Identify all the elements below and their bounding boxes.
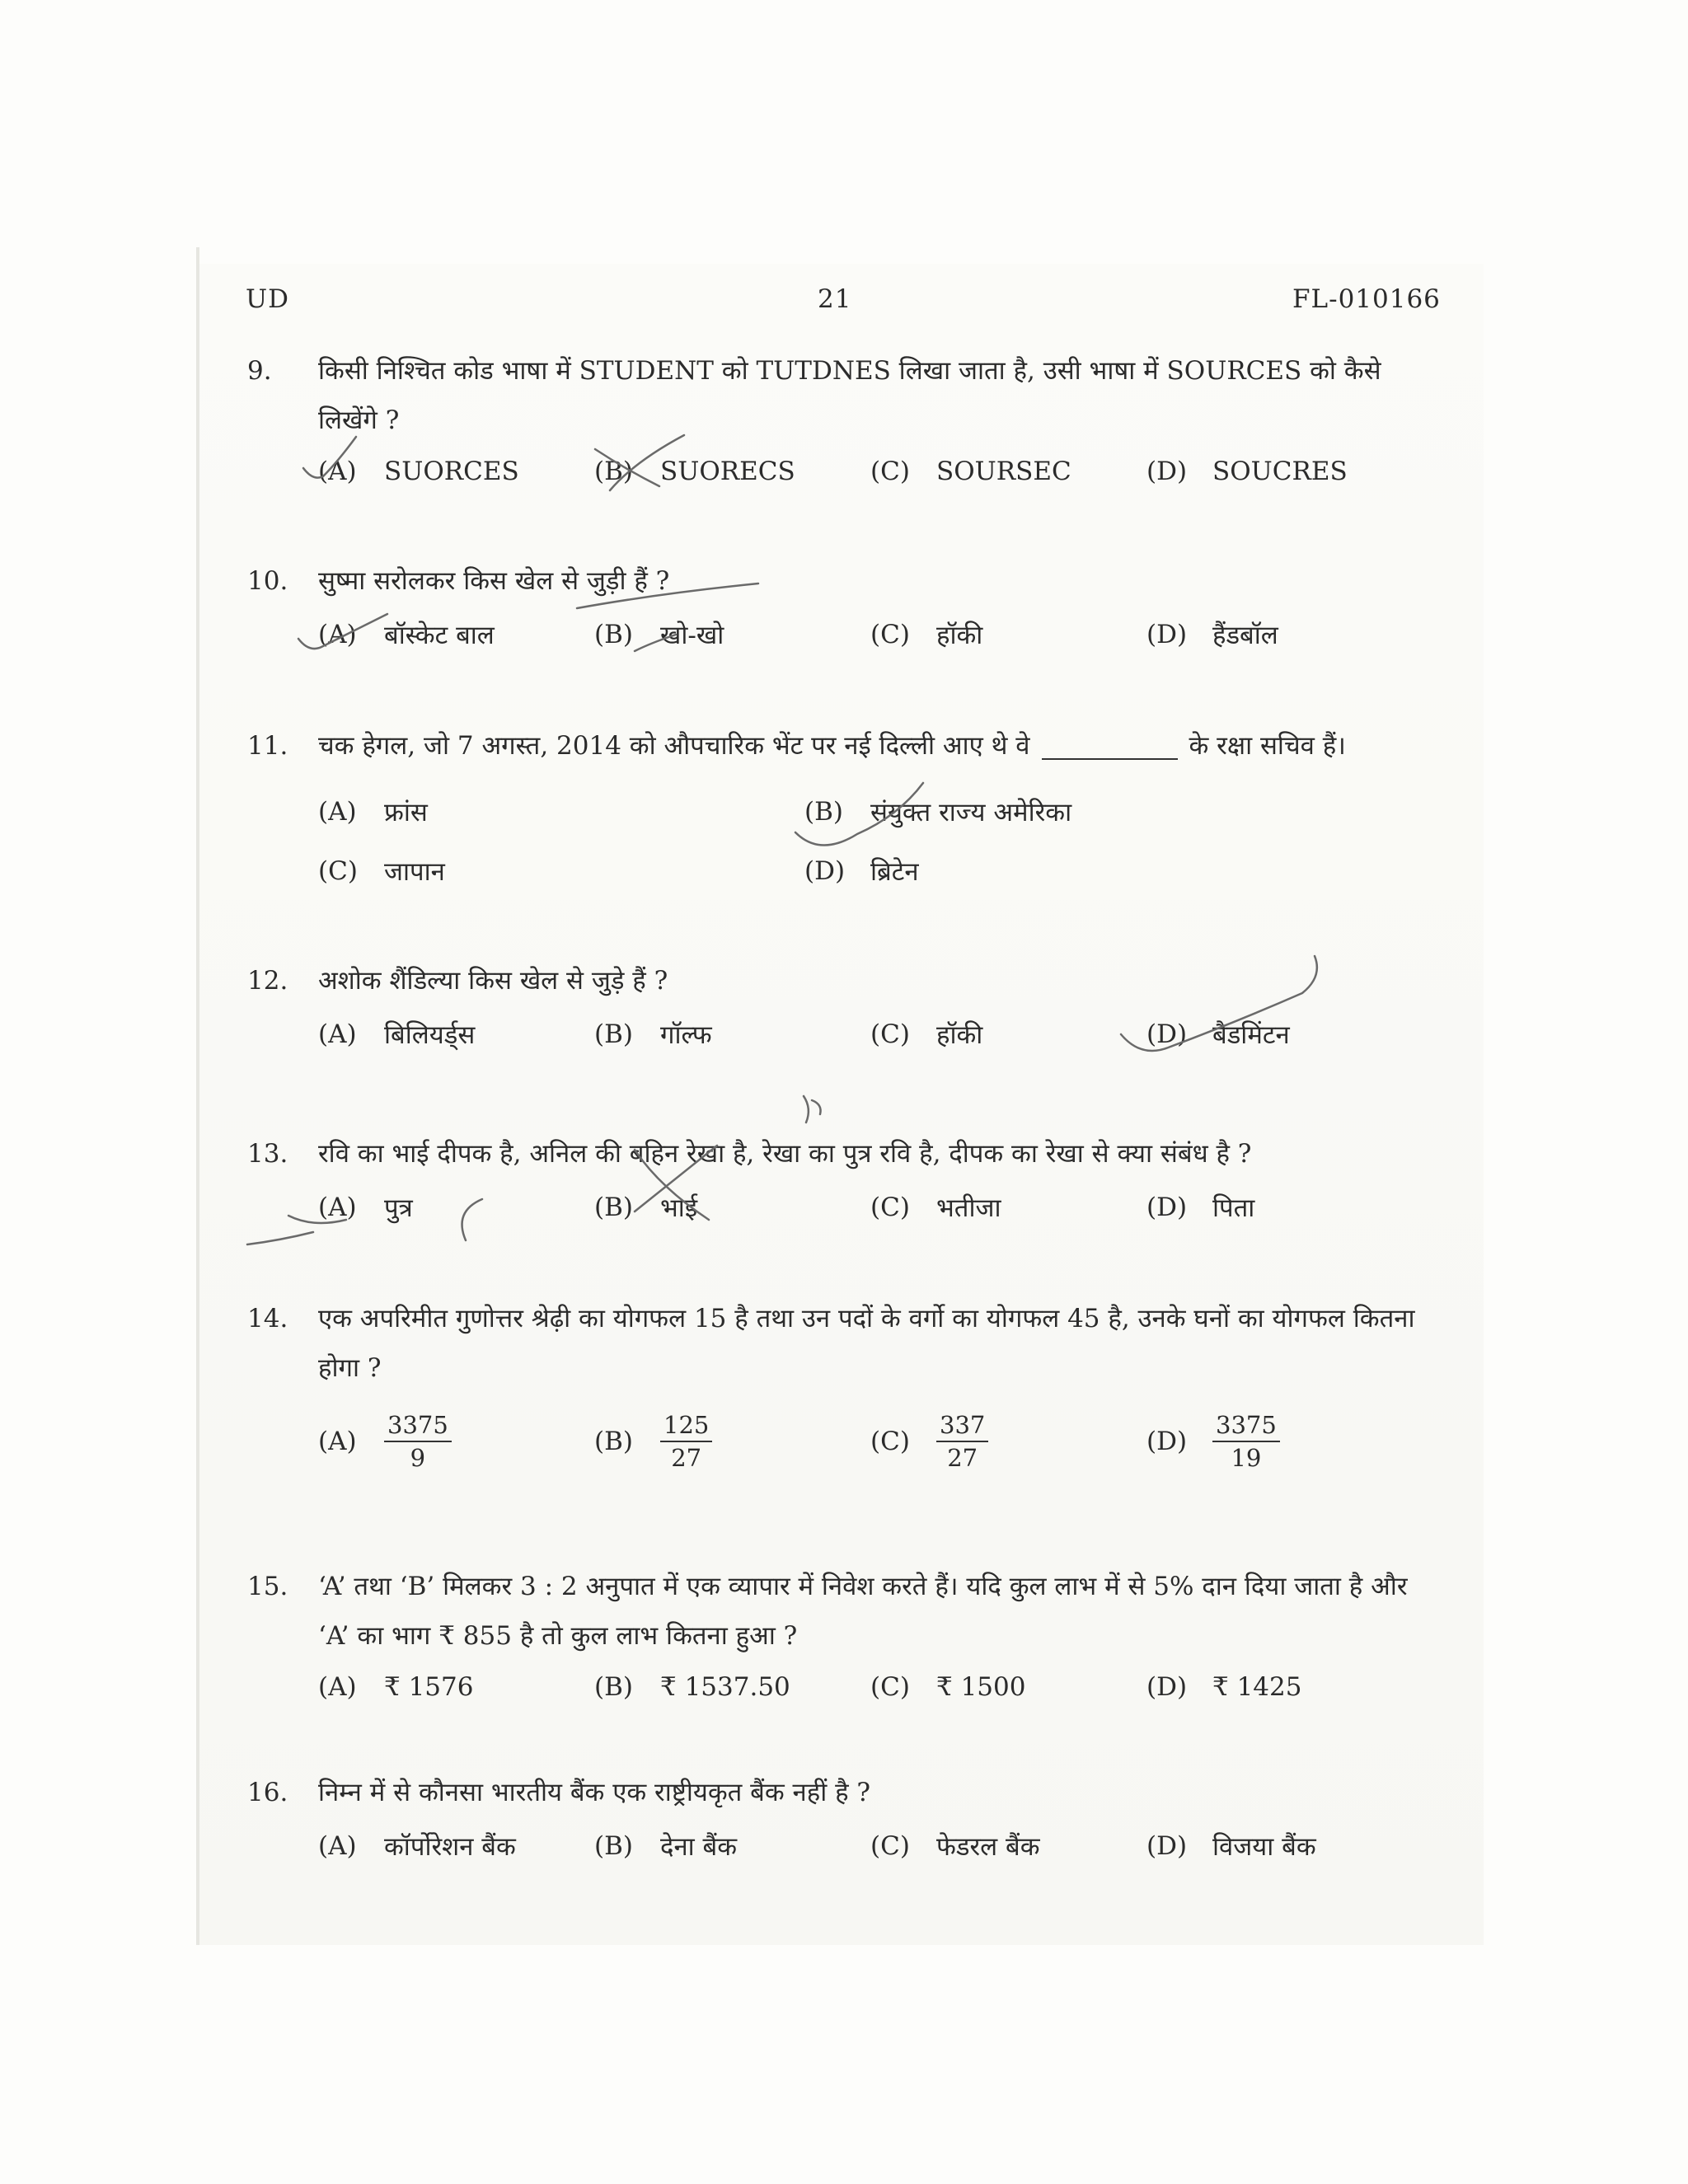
fraction-numerator: 3375 <box>384 1409 452 1442</box>
option-label: (B) <box>594 1831 633 1861</box>
option-label: (B) <box>804 797 843 827</box>
option-b[interactable] <box>594 1017 870 1052</box>
fraction <box>384 1409 452 1474</box>
options <box>318 1829 1434 1863</box>
option-text: SOURSEC <box>936 457 1071 486</box>
option-b[interactable] <box>594 617 870 652</box>
question-text: निम्न में से कौनसा भारतीय बैंक एक राष्ट्रीयकृत बैंक नहीं है ? <box>318 1778 871 1807</box>
answer-blank <box>1042 735 1178 760</box>
option-text: भाई <box>660 1193 698 1223</box>
question-text-before: चक हेगल, जो 7 अगस्त, 2014 को औपचारिक भेंट पर नई दिल्ली आए थे वे <box>318 731 1030 761</box>
option-label: (A) <box>318 797 357 827</box>
option-c[interactable] <box>870 1017 1146 1052</box>
option-label: (B) <box>594 457 633 486</box>
options <box>318 1409 1434 1474</box>
question-text: एक अपरिमीत गुणोत्तर श्रेढ़ी का योगफल 15 है तथा उन पदों के वर्गो का योगफल 45 है, उनके घनों का योगफल कितना होगा ? <box>318 1304 1415 1383</box>
option-text: पुत्र <box>384 1193 413 1223</box>
fraction <box>936 1409 988 1474</box>
booklet-code: FL-010166 <box>1292 284 1441 314</box>
option-label: (D) <box>1146 620 1188 649</box>
question-15 <box>247 1562 1434 1702</box>
option-label: (B) <box>594 620 633 649</box>
option-text: ₹ 1576 <box>384 1672 474 1702</box>
option-c[interactable] <box>870 1190 1146 1225</box>
question-13 <box>247 1129 1434 1225</box>
option-a[interactable] <box>318 1017 594 1052</box>
option-text: हॉकी <box>936 621 983 650</box>
option-d[interactable] <box>1146 457 1423 486</box>
option-d[interactable] <box>1146 1829 1423 1863</box>
question-text-after: के रक्षा सचिव हैं। <box>1189 731 1346 761</box>
option-c[interactable] <box>870 1672 1146 1702</box>
fraction-denominator: 9 <box>410 1444 426 1472</box>
option-text: जापान <box>384 857 445 887</box>
fraction-numerator: 3375 <box>1212 1409 1280 1442</box>
option-c[interactable] <box>870 1829 1146 1863</box>
question-text: किसी निश्चित कोड भाषा में STUDENT को TUTDNES लिखा जाता है, उसी भाषा में SOURCES को कैसे लिखेंगे ? <box>318 356 1381 435</box>
question-number: 9. <box>247 356 272 386</box>
option-text: देना बैंक <box>660 1832 738 1862</box>
option-label: (A) <box>318 620 357 649</box>
option-c[interactable] <box>870 1409 1146 1474</box>
option-a[interactable] <box>318 1409 594 1474</box>
option-text: ₹ 1537.50 <box>660 1672 790 1702</box>
option-label: (B) <box>594 1193 633 1222</box>
page-number: 21 <box>818 284 852 314</box>
option-d[interactable] <box>1146 617 1423 652</box>
option-text: SUORCES <box>384 457 519 486</box>
option-label: (C) <box>870 1831 910 1861</box>
option-label: (C) <box>870 457 910 486</box>
option-b[interactable] <box>804 782 1291 841</box>
option-text: बैडमिंटन <box>1212 1020 1290 1050</box>
option-text: फेडरल बैंक <box>936 1832 1040 1862</box>
option-a[interactable] <box>318 617 594 652</box>
options <box>318 1672 1434 1702</box>
option-text: खो-खो <box>660 621 724 650</box>
option-a[interactable] <box>318 1190 594 1225</box>
option-text: SUORECS <box>660 457 795 486</box>
fraction <box>660 1409 712 1474</box>
options <box>318 1190 1434 1225</box>
question-12 <box>247 956 1434 1052</box>
fraction-denominator: 27 <box>671 1444 702 1472</box>
question-text: ‘A’ तथा ‘B’ मिलकर 3 : 2 अनुपात में एक व्यापार में निवेश करते हैं। यदि कुल लाभ में से 5% दान दिया जाता है और ‘A’ का भाग ₹ 855 है तो कुल लाभ कितना हुआ ? <box>318 1572 1408 1651</box>
option-label: (D) <box>1146 1019 1188 1049</box>
option-d[interactable] <box>804 841 1291 901</box>
option-label: (D) <box>1146 1193 1188 1222</box>
option-label: (D) <box>804 856 846 886</box>
fraction-numerator: 125 <box>660 1409 712 1442</box>
option-d[interactable] <box>1146 1672 1423 1702</box>
option-label: (C) <box>870 1019 910 1049</box>
option-label: (A) <box>318 1019 357 1049</box>
fraction-numerator: 337 <box>936 1409 988 1442</box>
question-number: 10. <box>247 566 288 596</box>
option-text: गॉल्फ <box>660 1020 712 1050</box>
option-d[interactable] <box>1146 1190 1423 1225</box>
options <box>318 1017 1434 1052</box>
header-left-code: UD <box>246 284 289 314</box>
option-label: (D) <box>1146 457 1188 486</box>
option-text: फ्रांस <box>384 798 428 827</box>
option-label: (D) <box>1146 1427 1188 1456</box>
fraction-denominator: 27 <box>947 1444 978 1472</box>
question-number: 12. <box>247 966 288 996</box>
option-label: (A) <box>318 1193 357 1222</box>
option-b[interactable] <box>594 1829 870 1863</box>
option-b[interactable] <box>594 1409 870 1474</box>
option-a[interactable] <box>318 457 594 486</box>
option-d[interactable] <box>1146 1409 1423 1474</box>
option-text: भतीजा <box>936 1193 1001 1223</box>
question-text: रवि का भाई दीपक है, अनिल की बहिन रेखा है, रेखा का पुत्र रवि है, दीपक का रेखा से क्या संबंध है ? <box>318 1139 1252 1169</box>
option-b[interactable] <box>594 1190 870 1225</box>
question-text: अशोक शैंडिल्या किस खेल से जुड़े हैं ? <box>318 966 668 996</box>
options <box>318 457 1434 486</box>
option-label: (A) <box>318 1427 357 1456</box>
option-label: (A) <box>318 1831 357 1861</box>
option-b[interactable] <box>594 457 870 486</box>
options <box>318 617 1434 652</box>
question-10 <box>247 556 1434 652</box>
question-number: 15. <box>247 1572 288 1601</box>
option-text: बिलियर्ड्स <box>384 1020 476 1050</box>
question-9 <box>247 346 1434 486</box>
option-text: हॉकी <box>936 1020 983 1050</box>
question-11 <box>247 721 1434 901</box>
option-text: ₹ 1425 <box>1212 1672 1302 1702</box>
question-14 <box>247 1294 1434 1474</box>
option-a[interactable] <box>318 782 804 841</box>
option-text: SOUCRES <box>1212 457 1348 486</box>
option-label: (C) <box>318 856 358 886</box>
question-text <box>318 721 1434 771</box>
option-a[interactable] <box>318 1829 594 1863</box>
option-text: ब्रिटेन <box>870 857 919 887</box>
page-edge-shadow <box>196 247 199 1945</box>
option-d[interactable] <box>1146 1017 1423 1052</box>
option-label: (C) <box>870 1193 910 1222</box>
option-text: विजया बैंक <box>1212 1832 1316 1862</box>
option-text: बॉस्केट बाल <box>384 621 495 650</box>
option-label: (C) <box>870 1427 910 1456</box>
option-label: (C) <box>870 620 910 649</box>
option-c[interactable] <box>870 617 1146 652</box>
option-label: (C) <box>870 1672 910 1702</box>
option-label: (D) <box>1146 1672 1188 1702</box>
fraction-denominator: 19 <box>1231 1444 1262 1472</box>
option-label: (B) <box>594 1672 633 1702</box>
option-text: हैंडबॉल <box>1212 621 1278 650</box>
options <box>318 782 1434 901</box>
option-label: (A) <box>318 1672 357 1702</box>
question-16 <box>247 1768 1434 1863</box>
option-text: संयुक्त राज्य अमेरिका <box>870 798 1072 827</box>
option-text: कॉर्पोरेशन बैंक <box>384 1832 516 1862</box>
fraction <box>1212 1409 1280 1474</box>
option-text: ₹ 1500 <box>936 1672 1026 1702</box>
option-label: (A) <box>318 457 357 486</box>
option-text: पिता <box>1212 1193 1255 1223</box>
question-number: 13. <box>247 1139 288 1169</box>
option-b[interactable] <box>594 1672 870 1702</box>
option-a[interactable] <box>318 1672 594 1702</box>
question-number: 11. <box>247 731 288 761</box>
option-label: (D) <box>1146 1831 1188 1861</box>
option-label: (B) <box>594 1019 633 1049</box>
option-c[interactable] <box>870 457 1146 486</box>
option-label: (B) <box>594 1427 633 1456</box>
question-text: सुष्मा सरोलकर किस खेल से जुड़ी हैं ? <box>318 566 670 596</box>
question-number: 16. <box>247 1778 288 1807</box>
option-c[interactable] <box>318 841 804 901</box>
question-number: 14. <box>247 1304 288 1333</box>
